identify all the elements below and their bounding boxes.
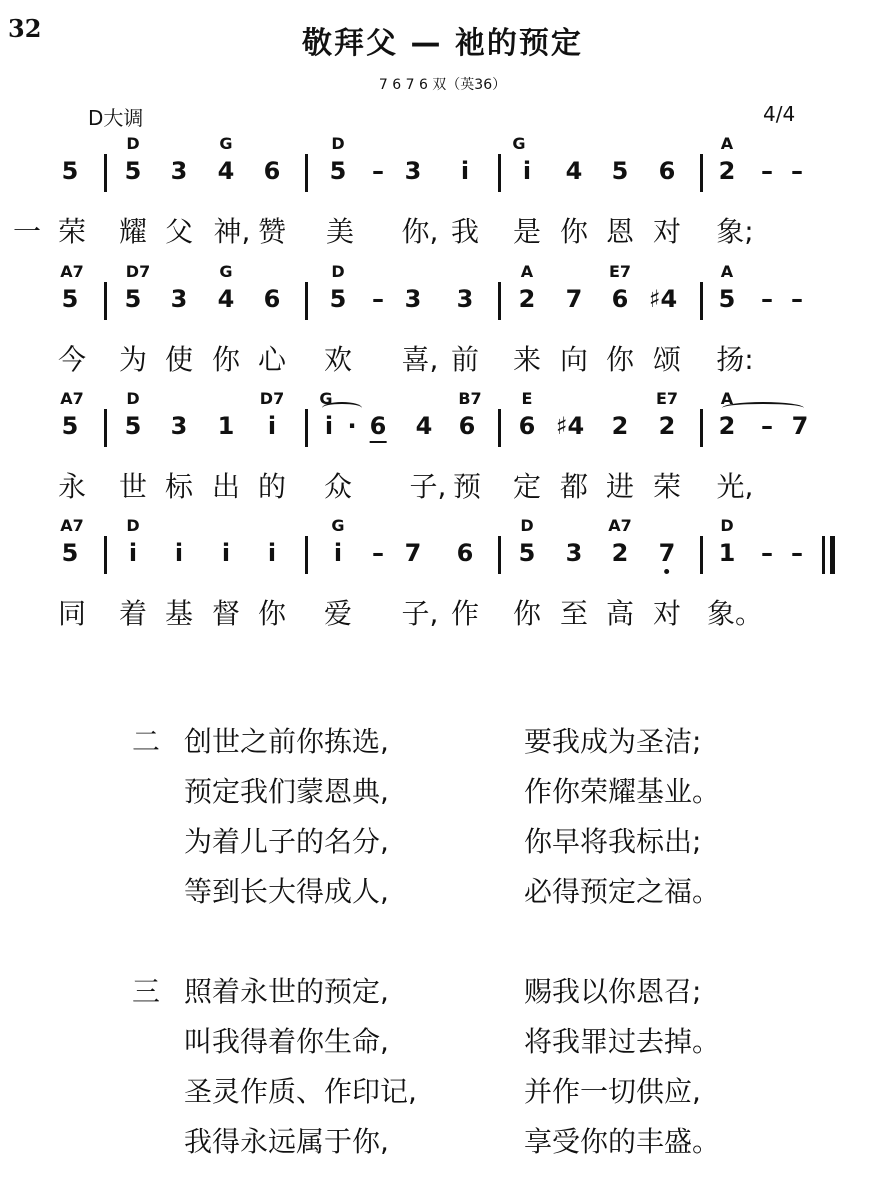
lyric: 欢 (323, 343, 353, 376)
chord: D (126, 516, 140, 535)
verse-line-second-half: 享受你的丰盛。 (524, 1125, 721, 1158)
note: 5 (611, 157, 629, 185)
note: i (267, 412, 277, 440)
note: 2 (611, 412, 629, 440)
lyric: 是 (512, 215, 542, 248)
note: – (372, 157, 384, 185)
note: 5 (124, 412, 142, 440)
verse-line-first-half: 我得永远属于你, (184, 1125, 389, 1158)
meter-line: 7 6 7 6 双（英36） (378, 77, 507, 93)
chord: D (331, 262, 345, 281)
lyric: 你, (401, 215, 439, 248)
verse-line-second-half: 将我罪过去掉。 (524, 1025, 721, 1058)
note: i (267, 539, 277, 567)
barline (498, 282, 501, 320)
note: 5 (518, 539, 536, 567)
barline (104, 154, 107, 192)
lyric: 我 (450, 215, 480, 248)
hymn-title: 敬拜父 — 祂的预定 (302, 26, 583, 61)
verse-line-second-half: 你早将我标出; (524, 825, 702, 858)
lyric: 向 (559, 343, 589, 376)
note: 7 (404, 539, 422, 567)
chord: G (219, 262, 233, 281)
note: – (791, 539, 803, 567)
barline (700, 409, 703, 447)
lyric: 着 (118, 597, 148, 630)
lyric: 荣 (652, 470, 682, 503)
verse-number: 二 (132, 725, 161, 758)
note: 5 (124, 285, 142, 313)
note: 6 (370, 411, 387, 443)
barline (104, 282, 107, 320)
chord: D (520, 516, 534, 535)
lyric: 永 (57, 470, 87, 503)
chord: A (520, 262, 534, 281)
note: i (128, 539, 138, 567)
chord: A7 (60, 262, 84, 281)
lyric: 喜, (401, 343, 439, 376)
note: – (372, 539, 384, 567)
lyric: 耀 (118, 215, 148, 248)
barline (498, 409, 501, 447)
lyric: 都 (559, 470, 589, 503)
note: 6 (658, 157, 676, 185)
barline (305, 409, 308, 447)
lyric: 子, (409, 470, 447, 503)
note: – (791, 285, 803, 313)
note: 4 (217, 285, 235, 313)
lyric: 神, (213, 215, 251, 248)
verse-line-first-half: 圣灵作质、作印记, (184, 1075, 417, 1108)
lyric: 高 (605, 597, 635, 630)
chord: A7 (608, 516, 632, 535)
note: 6 (263, 285, 281, 313)
note: 5 (61, 539, 79, 567)
lyric: 作 (450, 597, 480, 630)
barline (498, 536, 501, 574)
music-system-2 (0, 262, 885, 382)
note: 3 (456, 285, 474, 313)
chord: A (720, 389, 734, 408)
note: 1 (217, 412, 235, 440)
chord: E7 (608, 262, 632, 281)
lyric: 使 (164, 343, 194, 376)
chord: G (219, 134, 233, 153)
note: 3 (404, 157, 422, 185)
lyric: 对 (652, 597, 682, 630)
chord: E7 (655, 389, 679, 408)
note: i (460, 157, 470, 185)
chord: D (720, 516, 734, 535)
barline (305, 282, 308, 320)
lyric: 你 (559, 215, 589, 248)
lyric: 进 (605, 470, 635, 503)
lyric: 子, (401, 597, 439, 630)
page-number: 32 (8, 14, 42, 43)
note: 2 (718, 157, 736, 185)
note: 3 (404, 285, 422, 313)
barline (700, 154, 703, 192)
lyric: 今 (57, 343, 87, 376)
verse-line-first-half: 叫我得着你生命, (184, 1025, 389, 1058)
lyric: 定 (512, 470, 542, 503)
note: 3 (565, 539, 583, 567)
lyric: 标 (164, 470, 194, 503)
barline (305, 536, 308, 574)
note: – (372, 285, 384, 313)
note: 5 (61, 412, 79, 440)
lyric: 世 (118, 470, 148, 503)
chord: A (720, 134, 734, 153)
barline (104, 536, 107, 574)
chord: A (720, 262, 734, 281)
lyric: 赞 (257, 215, 287, 248)
chord: A7 (60, 516, 84, 535)
note: 5 (329, 285, 347, 313)
lyric: 光, (716, 470, 754, 503)
note: i (221, 539, 231, 567)
note: 7 (658, 539, 676, 567)
barline (700, 536, 703, 574)
verse-line-first-half: 照着永世的预定, (184, 975, 389, 1008)
note: – (761, 539, 773, 567)
note: 5 (718, 285, 736, 313)
note: – (761, 157, 773, 185)
verse-line-first-half: 等到长大得成人, (184, 875, 389, 908)
lyric: 心 (257, 343, 287, 376)
barline (305, 154, 308, 192)
barline (700, 282, 703, 320)
final-barline (830, 536, 835, 574)
lyric: 来 (512, 343, 542, 376)
note: 2 (518, 285, 536, 313)
note: 6 (518, 412, 536, 440)
note: 3 (170, 157, 188, 185)
verse-line-first-half: 为着儿子的名分, (184, 825, 389, 858)
lyric: 至 (559, 597, 589, 630)
chord: G (512, 134, 526, 153)
verse-line-second-half: 赐我以你恩召; (524, 975, 702, 1008)
chord: G (331, 516, 345, 535)
lyric: 基 (164, 597, 194, 630)
note: · (347, 412, 357, 440)
lyric: 众 (323, 470, 353, 503)
music-system-1 (0, 134, 885, 254)
lyric: 荣 (57, 215, 87, 248)
lyric: 一 (12, 215, 42, 248)
note: i (333, 539, 343, 567)
verse-line-first-half: 创世之前你拣选, (184, 725, 389, 758)
lyric: 你 (257, 597, 287, 630)
note: i (174, 539, 184, 567)
verse-line-second-half: 并作一切供应, (524, 1075, 701, 1108)
chord: D (126, 389, 140, 408)
note: 6 (611, 285, 629, 313)
time-signature: 4/4 (763, 102, 796, 126)
note: 4 (217, 157, 235, 185)
note: 6 (458, 412, 476, 440)
note: 2 (611, 539, 629, 567)
chord: D7 (125, 262, 151, 281)
note: 1 (718, 539, 736, 567)
note: – (761, 412, 773, 440)
chord: A7 (60, 389, 84, 408)
note: – (791, 157, 803, 185)
chord: B7 (458, 389, 482, 408)
note: 4 (415, 412, 433, 440)
note: 5 (329, 157, 347, 185)
chord: G (319, 389, 333, 408)
lyric: 督 (211, 597, 241, 630)
verse-number: 三 (132, 975, 161, 1008)
chord: E (521, 389, 533, 408)
lyric: 同 (57, 597, 87, 630)
final-barline (822, 536, 825, 574)
barline (498, 154, 501, 192)
note: 6 (263, 157, 281, 185)
verse-line-first-half: 预定我们蒙恩典, (184, 775, 389, 808)
lyric: 预 (452, 470, 482, 503)
lyric: 扬: (716, 343, 754, 376)
music-system-3 (0, 389, 885, 509)
lyric: 象。 (706, 597, 764, 630)
note: 2 (718, 412, 736, 440)
note: 7 (565, 285, 583, 313)
lyric: 爱 (323, 597, 353, 630)
music-system-4 (0, 516, 885, 636)
lyric: 出 (211, 470, 241, 503)
note: 4 (565, 157, 583, 185)
lyric: 恩 (605, 215, 635, 248)
lyric: 对 (652, 215, 682, 248)
lyric: 美 (325, 215, 355, 248)
key-signature: D大调 (88, 106, 144, 130)
note: 5 (61, 157, 79, 185)
chord: D (126, 134, 140, 153)
verse-line-second-half: 必得预定之福。 (524, 875, 721, 908)
note: 5 (61, 285, 79, 313)
note: – (761, 285, 773, 313)
verse-line-second-half: 作你荣耀基业。 (524, 775, 721, 808)
note: i (324, 412, 334, 440)
lyric: 颂 (652, 343, 682, 376)
lyric: 象; (716, 215, 754, 248)
lyric: 前 (450, 343, 480, 376)
note: ♯4 (555, 412, 585, 440)
note: i (522, 157, 532, 185)
lyric: 为 (118, 343, 148, 376)
lyric: 你 (512, 597, 542, 630)
lyric: 你 (605, 343, 635, 376)
barline (104, 409, 107, 447)
note: 6 (456, 539, 474, 567)
note: 3 (170, 285, 188, 313)
note: 2 (658, 412, 676, 440)
note: 5 (124, 157, 142, 185)
chord: D (331, 134, 345, 153)
verse-line-second-half: 要我成为圣洁; (524, 725, 702, 758)
note: 7 (791, 412, 809, 440)
lyric: 父 (164, 215, 194, 248)
note: ♯4 (648, 285, 678, 313)
chord: D7 (259, 389, 285, 408)
lyric: 的 (257, 470, 287, 503)
note: 3 (170, 412, 188, 440)
lyric: 你 (211, 343, 241, 376)
